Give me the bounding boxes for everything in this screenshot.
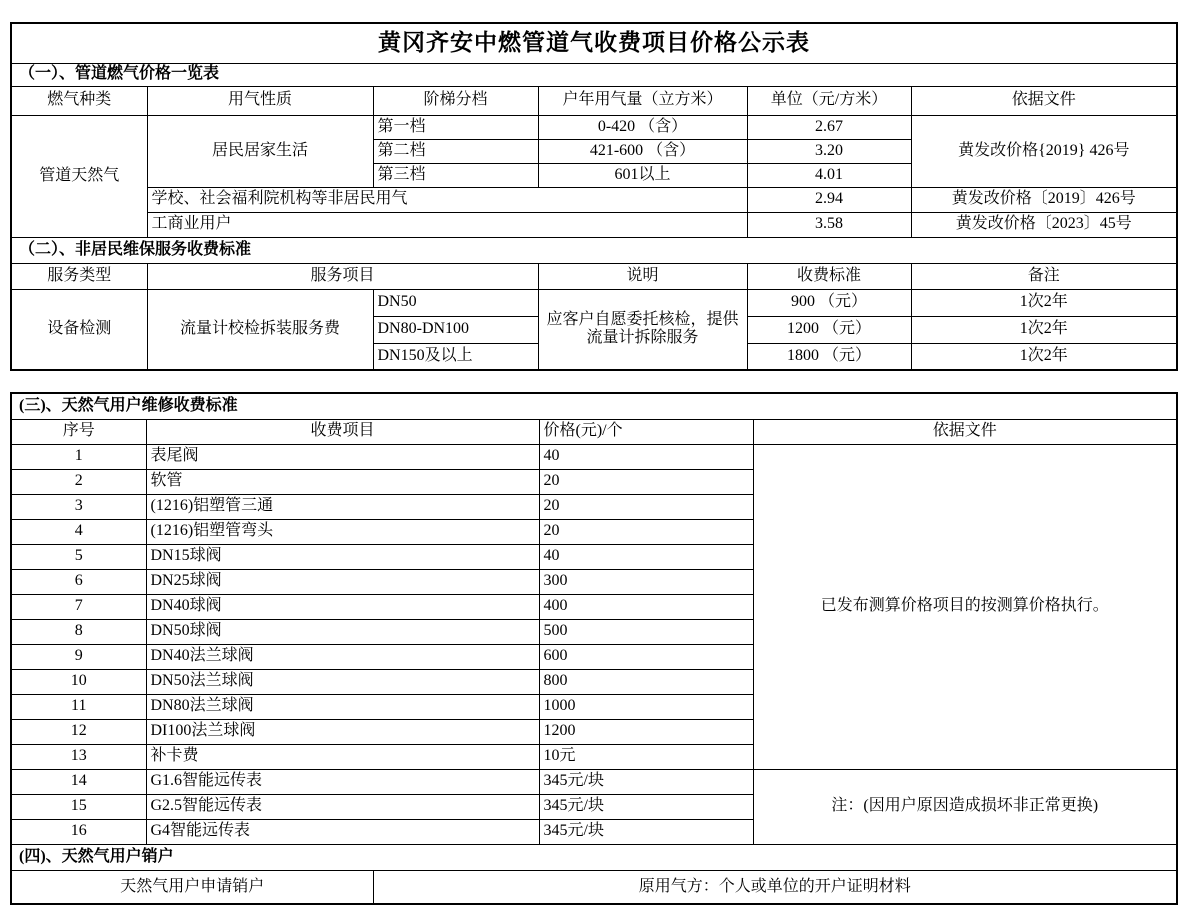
col-header-gas-type: 燃气种类 xyxy=(11,86,147,115)
col-header-service-item: 服务项目 xyxy=(147,263,538,289)
cell-remark: 1次2年 xyxy=(911,316,1177,343)
cell-item-name: DN50球阀 xyxy=(146,619,539,644)
cell-index: 16 xyxy=(11,819,146,844)
cell-tier-volume: 601以上 xyxy=(538,163,747,187)
col-header-basis-document: 依据文件 xyxy=(753,419,1177,444)
cell-index: 4 xyxy=(11,519,146,544)
cell-index: 14 xyxy=(11,769,146,794)
cell-item-name: 补卡费 xyxy=(146,744,539,769)
cell-index: 3 xyxy=(11,494,146,519)
cell-item-name: DN50法兰球阀 xyxy=(146,669,539,694)
cell-remark: 1次2年 xyxy=(911,289,1177,316)
cell-usage: 工商业用户 xyxy=(147,212,747,237)
section3-header-row xyxy=(11,419,1177,444)
cell-item-name: 软管 xyxy=(146,469,539,494)
cell-item-name: 表尾阀 xyxy=(146,444,539,469)
cell-index: 7 xyxy=(11,594,146,619)
cell-item-name: (1216)铝塑管三通 xyxy=(146,494,539,519)
cell-service-type: 设备检测 xyxy=(11,289,147,370)
section4-heading: (四)、天然气用户销户 xyxy=(11,844,1177,870)
cell-index: 5 xyxy=(11,544,146,569)
cell-index: 9 xyxy=(11,644,146,669)
industrial-row xyxy=(11,212,1177,237)
cell-price: 3.58 xyxy=(747,212,911,237)
item-row xyxy=(11,769,1177,794)
cell-index: 15 xyxy=(11,794,146,819)
cell-index: 1 xyxy=(11,444,146,469)
cell-usage: 学校、社会福利院机构等非居民用气 xyxy=(147,187,747,212)
cell-index: 10 xyxy=(11,669,146,694)
cell-item-name: DN25球阀 xyxy=(146,569,539,594)
cell-item-name: DN40法兰球阀 xyxy=(146,644,539,669)
cell-doc: 黄发改价格〔2023〕45号 xyxy=(911,212,1177,237)
item-row xyxy=(11,444,1177,469)
col-header-basis-document: 依据文件 xyxy=(911,86,1177,115)
col-header-tier: 阶梯分档 xyxy=(373,86,538,115)
cell-item-name: DN40球阀 xyxy=(146,594,539,619)
cell-item-price: 40 xyxy=(539,544,753,569)
cell-spec: DN150及以上 xyxy=(373,343,538,370)
document-title: 黄冈齐安中燃管道气收费项目价格公示表 xyxy=(11,23,1177,63)
account-closure-row xyxy=(11,870,1177,904)
cell-item-price: 400 xyxy=(539,594,753,619)
section2-header-row xyxy=(11,263,1177,289)
section1-heading: （一）、管道燃气价格一览表 xyxy=(11,63,1177,86)
col-header-fee-standard: 收费标准 xyxy=(747,263,911,289)
non-resident-row xyxy=(11,187,1177,212)
cell-index: 8 xyxy=(11,619,146,644)
col-header-description: 说明 xyxy=(538,263,747,289)
tier-row xyxy=(11,115,1177,139)
cell-spec: DN50 xyxy=(373,289,538,316)
service-row xyxy=(11,289,1177,316)
cell-service-description: 应客户自愿委托核检，提供流量计拆除服务 xyxy=(538,289,747,370)
cell-item-price: 1200 xyxy=(539,719,753,744)
col-header-fee-item: 收费项目 xyxy=(146,419,539,444)
cell-item-price: 10元 xyxy=(539,744,753,769)
repair-fee-table xyxy=(10,392,1178,905)
cell-tier-name: 第二档 xyxy=(373,139,538,163)
cell-item-price: 345元/块 xyxy=(539,794,753,819)
cell-fee: 1200 （元） xyxy=(747,316,911,343)
cell-tier-volume: 421-600 （含） xyxy=(538,139,747,163)
cell-item-price: 1000 xyxy=(539,694,753,719)
cell-service-item: 流量计校检拆装服务费 xyxy=(147,289,373,370)
col-header-service-type: 服务类型 xyxy=(11,263,147,289)
cell-item-price: 20 xyxy=(539,519,753,544)
col-header-remark: 备注 xyxy=(911,263,1177,289)
cell-index: 6 xyxy=(11,569,146,594)
cell-item-name: (1216)铝塑管弯头 xyxy=(146,519,539,544)
cell-item-name: G4智能远传表 xyxy=(146,819,539,844)
cell-closure-request: 天然气用户申请销户 xyxy=(11,870,373,904)
cell-item-price: 20 xyxy=(539,469,753,494)
cell-item-price: 500 xyxy=(539,619,753,644)
cell-item-name: G2.5智能远传表 xyxy=(146,794,539,819)
col-header-usage-nature: 用气性质 xyxy=(147,86,373,115)
section3-heading: (三)、天然气用户维修收费标准 xyxy=(11,393,1177,419)
cell-price: 2.94 xyxy=(747,187,911,212)
cell-item-name: G1.6智能远传表 xyxy=(146,769,539,794)
cell-item-price: 300 xyxy=(539,569,753,594)
cell-item-price: 20 xyxy=(539,494,753,519)
section1-header-row xyxy=(11,86,1177,115)
cell-tier-name: 第三档 xyxy=(373,163,538,187)
cell-gas-type: 管道天然气 xyxy=(11,115,147,237)
col-header-annual-volume: 户年用气量（立方米） xyxy=(538,86,747,115)
cell-fee: 1800 （元） xyxy=(747,343,911,370)
cell-doc: 黄发改价格〔2019〕426号 xyxy=(911,187,1177,212)
cell-tier-name: 第一档 xyxy=(373,115,538,139)
cell-index: 13 xyxy=(11,744,146,769)
cell-tier-price: 4.01 xyxy=(747,163,911,187)
cell-tier-price: 3.20 xyxy=(747,139,911,163)
col-header-price-per-unit: 价格(元)/个 xyxy=(539,419,753,444)
cell-spec: DN80-DN100 xyxy=(373,316,538,343)
cell-tier-volume: 0-420 （含） xyxy=(538,115,747,139)
cell-index: 12 xyxy=(11,719,146,744)
cell-doc-note: 已发布测算价格项目的按测算价格执行。 xyxy=(753,444,1177,769)
cell-index: 11 xyxy=(11,694,146,719)
cell-fee: 900 （元） xyxy=(747,289,911,316)
cell-remark: 1次2年 xyxy=(911,343,1177,370)
cell-closure-requirement: 原用气方：个人或单位的开户证明材料 xyxy=(373,870,1177,904)
cell-item-price: 800 xyxy=(539,669,753,694)
col-header-unit-price: 单位（元/方米） xyxy=(747,86,911,115)
section2-heading: （二）、非居民维保服务收费标准 xyxy=(11,237,1177,263)
cell-item-price: 345元/块 xyxy=(539,769,753,794)
cell-item-name: DN80法兰球阀 xyxy=(146,694,539,719)
cell-meter-note: 注：(因用户原因造成损坏非正常更换) xyxy=(753,769,1177,844)
cell-item-price: 40 xyxy=(539,444,753,469)
col-header-index: 序号 xyxy=(11,419,146,444)
cell-item-name: DN15球阀 xyxy=(146,544,539,569)
cell-tier-doc: 黄发改价格{2019} 426号 xyxy=(911,115,1177,187)
cell-resident-usage: 居民居家生活 xyxy=(147,115,373,187)
cell-index: 2 xyxy=(11,469,146,494)
gas-price-table xyxy=(10,22,1178,371)
cell-item-price: 600 xyxy=(539,644,753,669)
cell-item-name: DI100法兰球阀 xyxy=(146,719,539,744)
cell-item-price: 345元/块 xyxy=(539,819,753,844)
cell-tier-price: 2.67 xyxy=(747,115,911,139)
